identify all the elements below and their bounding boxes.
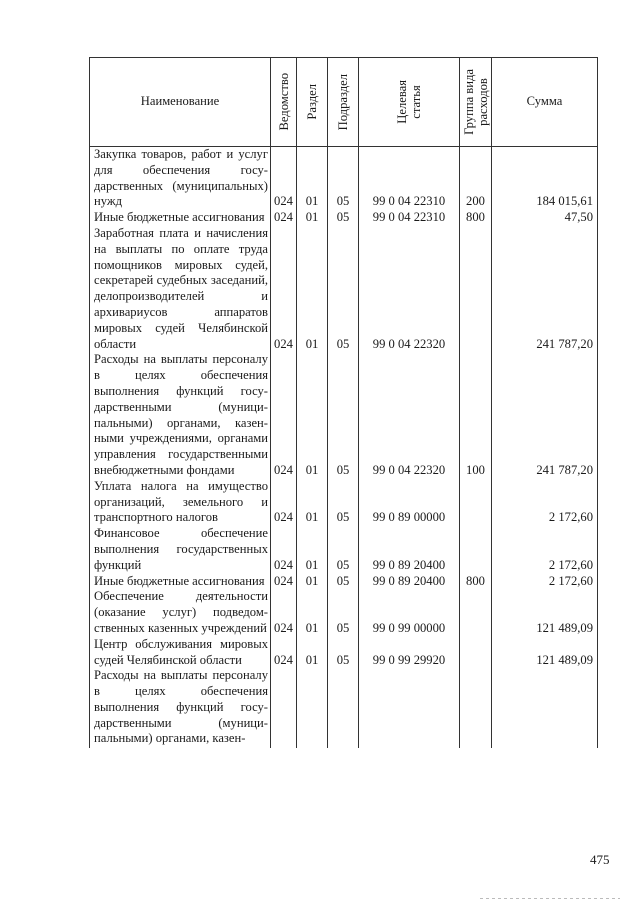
cell-celevaya: 99 0 89 20400 bbox=[359, 574, 460, 590]
cell-vedomstvo: 024 bbox=[271, 526, 297, 573]
header-row bbox=[90, 58, 598, 147]
cell-podrazdel: 05 bbox=[328, 226, 359, 352]
table-row bbox=[90, 589, 598, 636]
row-name: Расходы на выплаты персоналу в целях обеспечения выполнения функций государственными (муниципальными) органами, казен- bbox=[90, 668, 271, 748]
header-razdel: Раздел bbox=[297, 58, 328, 147]
cell-empty bbox=[359, 668, 460, 748]
cell-razdel: 01 bbox=[297, 637, 328, 669]
row-name: Обеспечение деятельности (оказание услуг) подведомственных казенных учреждений bbox=[90, 589, 271, 636]
header-podrazdel: Подраздел bbox=[328, 58, 359, 147]
budget-table bbox=[89, 57, 598, 748]
cell-vedomstvo: 024 bbox=[271, 574, 297, 590]
cell-gruppa bbox=[460, 479, 492, 526]
cell-summa: 121 489,09 bbox=[492, 637, 598, 669]
cell-gruppa: 100 bbox=[460, 352, 492, 478]
cell-celevaya: 99 0 04 22310 bbox=[359, 147, 460, 211]
cell-razdel: 01 bbox=[297, 479, 328, 526]
cell-vedomstvo: 024 bbox=[271, 210, 297, 226]
cell-vedomstvo: 024 bbox=[271, 352, 297, 478]
table-row bbox=[90, 574, 598, 590]
cell-vedomstvo: 024 bbox=[271, 226, 297, 352]
cell-vedomstvo: 024 bbox=[271, 479, 297, 526]
cell-gruppa bbox=[460, 526, 492, 573]
cell-summa: 121 489,09 bbox=[492, 589, 598, 636]
cell-summa: 2 172,60 bbox=[492, 526, 598, 573]
header-summa: Сумма bbox=[492, 58, 598, 147]
cell-gruppa: 800 bbox=[460, 574, 492, 590]
cell-razdel: 01 bbox=[297, 574, 328, 590]
table-row bbox=[90, 226, 598, 352]
cell-summa: 2 172,60 bbox=[492, 574, 598, 590]
cell-razdel: 01 bbox=[297, 226, 328, 352]
row-name: Уплата налога на имущество организаций, земельного и транспортного налогов bbox=[90, 479, 271, 526]
cell-podrazdel: 05 bbox=[328, 147, 359, 211]
row-name: Заработная плата и начисления на выплаты по оплате труда помощников мировых судей, секретарей судебных заседаний, делопроизводителей и архивариусов аппаратов мировых судей Челябинской области bbox=[90, 226, 271, 352]
cell-podrazdel: 05 bbox=[328, 352, 359, 478]
cell-celevaya: 99 0 89 20400 bbox=[359, 526, 460, 573]
row-name: Закупка товаров, работ и услуг для обеспечения государственных (муниципальных) нужд bbox=[90, 147, 271, 211]
cell-summa: 241 787,20 bbox=[492, 352, 598, 478]
cell-empty bbox=[328, 668, 359, 748]
row-name: Иные бюджетные ассигнования bbox=[90, 210, 271, 226]
cell-vedomstvo: 024 bbox=[271, 147, 297, 211]
cell-razdel: 01 bbox=[297, 210, 328, 226]
cell-podrazdel: 05 bbox=[328, 210, 359, 226]
row-name: Центр обслуживания мировых судей Челябинской области bbox=[90, 637, 271, 669]
header-gruppa: Группа вида расходов bbox=[460, 58, 492, 147]
cell-podrazdel: 05 bbox=[328, 479, 359, 526]
cell-celevaya: 99 0 99 29920 bbox=[359, 637, 460, 669]
cell-razdel: 01 bbox=[297, 526, 328, 573]
cell-celevaya: 99 0 89 00000 bbox=[359, 479, 460, 526]
page-number: 475 bbox=[590, 852, 610, 867]
cell-podrazdel: 05 bbox=[328, 574, 359, 590]
row-name: Расходы на выплаты персоналу в целях обеспечения выполнения функций государственными (муниципальными) органами, казенными учреждениями, органами управления государственными внебюджетными фондами bbox=[90, 352, 271, 478]
table-row bbox=[90, 479, 598, 526]
cell-razdel: 01 bbox=[297, 352, 328, 478]
cell-razdel: 01 bbox=[297, 147, 328, 211]
cell-gruppa bbox=[460, 589, 492, 636]
cell-summa: 241 787,20 bbox=[492, 226, 598, 352]
table-row bbox=[90, 526, 598, 573]
header-name: Наименование bbox=[90, 58, 271, 147]
cell-podrazdel: 05 bbox=[328, 589, 359, 636]
cell-empty bbox=[297, 668, 328, 748]
row-name: Финансовое обеспечение выполнения государственных функций bbox=[90, 526, 271, 573]
table-row-continued bbox=[90, 668, 598, 748]
cell-gruppa bbox=[460, 637, 492, 669]
cell-podrazdel: 05 bbox=[328, 526, 359, 573]
cell-celevaya: 99 0 04 22320 bbox=[359, 352, 460, 478]
table-row bbox=[90, 352, 598, 478]
row-name: Иные бюджетные ассигнования bbox=[90, 574, 271, 590]
cell-razdel: 01 bbox=[297, 589, 328, 636]
cell-summa: 2 172,60 bbox=[492, 479, 598, 526]
scan-artifact-line bbox=[480, 898, 620, 899]
cell-empty bbox=[460, 668, 492, 748]
table-row bbox=[90, 637, 598, 669]
cell-podrazdel: 05 bbox=[328, 637, 359, 669]
cell-summa: 184 015,61 bbox=[492, 147, 598, 211]
cell-gruppa bbox=[460, 226, 492, 352]
table-row bbox=[90, 147, 598, 211]
cell-summa: 47,50 bbox=[492, 210, 598, 226]
cell-gruppa: 800 bbox=[460, 210, 492, 226]
cell-celevaya: 99 0 99 00000 bbox=[359, 589, 460, 636]
cell-vedomstvo: 024 bbox=[271, 637, 297, 669]
header-celevaya: Целевая статья bbox=[359, 58, 460, 147]
cell-empty bbox=[492, 668, 598, 748]
table-body bbox=[90, 147, 598, 749]
cell-empty bbox=[271, 668, 297, 748]
header-vedomstvo: Ведомство bbox=[271, 58, 297, 147]
cell-celevaya: 99 0 04 22310 bbox=[359, 210, 460, 226]
cell-celevaya: 99 0 04 22320 bbox=[359, 226, 460, 352]
cell-gruppa: 200 bbox=[460, 147, 492, 211]
cell-vedomstvo: 024 bbox=[271, 589, 297, 636]
table-row bbox=[90, 210, 598, 226]
